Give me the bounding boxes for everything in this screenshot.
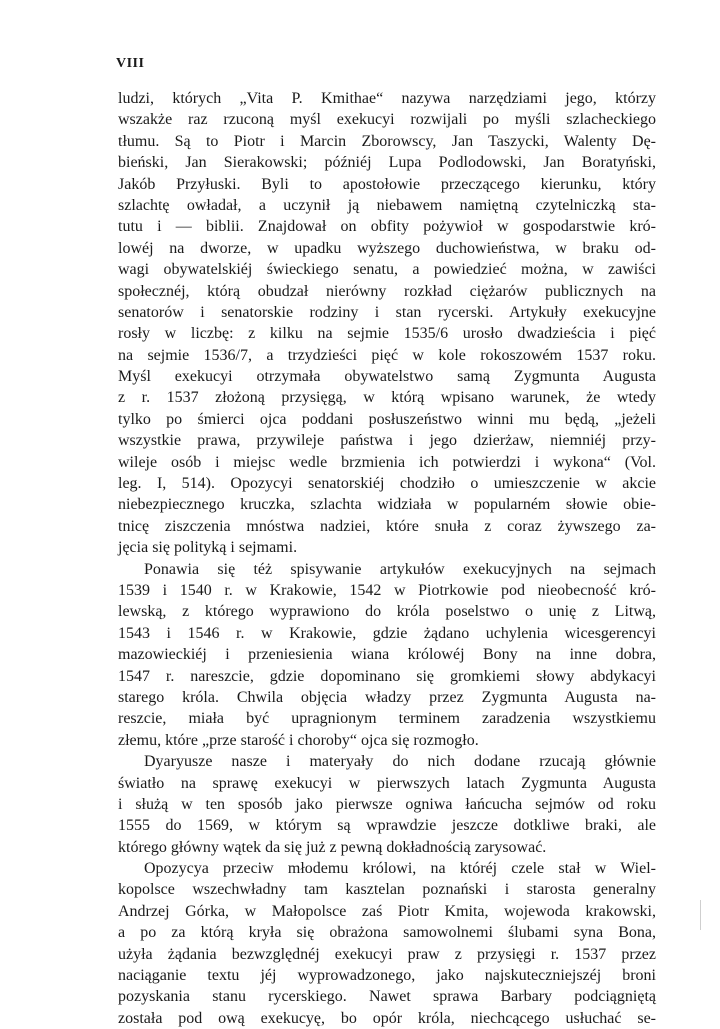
text-line: tutu i — biblii. Znajdował on obfity pożywioł w gospodarstwie kró- [118,218,656,236]
text-line: tylko po śmierci ojca poddani posłuszeństwo winni mu będą, „jeżeli [118,410,656,428]
paragraph-start-line: Ponawia się téż spisywanie artykułów exekucyjnych na sejmach [144,560,656,578]
text-line: mazowieckiéj i przeniesienia wiana królowéj Bony na inne dobra, [118,646,656,664]
text-line: reszcie, miała być upragnionym terminem zaradzenia wszystkiemu [118,710,656,728]
text-line: wszakże raz rzuconą myśl exekucyi rozwijali po myśli szlacheckiego [118,111,656,129]
paragraph-end-line: złemu, które „prze starość i choroby“ ojca się rozmogło. [118,731,479,749]
paragraph-start-line: Opozycya przeciw młodemu królowi, na któréj czele stał w Wiel- [144,860,656,878]
text-line: 1539 i 1540 r. w Krakowie, 1542 w Piotrkowie pod nieobecność kró- [118,581,656,599]
page-number: VIII [116,56,145,71]
text-line: 1555 do 1569, w którym są wprawdzie jeszcze dotkliwe braki, ale [118,817,656,835]
text-line: wileje osób i miejsc wedle brzmienia ich potwierdzi i wykona“ (Vol. [118,453,656,471]
text-line: kopolsce wszechwładny tam kasztelan poznański i starosta generalny [118,881,656,899]
text-line: ludzi, których „Vita P. Kmithae“ nazywa narzędziami jego, którzy [118,90,656,107]
text-line: wagi obywatelskiéj świeckiego senatu, a powiedzieć można, w zawiści [118,261,656,279]
text-line: pozyskania stanu rycerskiego. Nawet sprawa Barbary podciągniętą [118,988,656,1006]
text-line: lewską, z którego wyprawiono do króla poselstwo o unię z Litwą, [118,603,656,621]
body-text [118,88,656,1029]
text-line: Myśl exekucyi otrzymała obywatelstwo samą Zygmunta Augusta [118,368,656,386]
text-line: Andrzej Górka, w Małopolsce zaś Piotr Kmita, wojewoda krakowski, [118,902,656,920]
text-line: tnicę ziszczenia mnóstwa nadziei, które snuła z coraz żywszego za- [118,517,656,535]
text-line: lowéj na dworze, w upadku wyższego duchowieństwa, w braku od- [118,239,656,257]
paragraph-start-line: Dyaryusze nasze i materyały do nich dodane rzucają głównie [144,753,656,771]
text-line: społecznéj, którą obudzał nierówny rozkład ciężarów publicznych na [118,282,656,300]
text-line: na sejmie 1536/7, a trzydzieści pięć w kole rokoszowém 1537 roku. [118,346,656,364]
scan-edge-mark [700,900,701,930]
text-line: i służą w ten sposób jako pierwsze ogniwa łańcucha sejmów od roku [118,795,656,813]
text-line: naciąganie textu jéj wyprowadzonego, jako najskuteczniejszéj broni [118,967,656,985]
text-line: senatorów i senatorskie rodziny i stan rycerski. Artykuły exekucyjne [118,303,656,321]
text-line: tłumu. Są to Piotr i Marcin Zborowscy, Jan Taszycki, Walenty Dę- [118,132,656,150]
text-line: Jakób Przyłuski. Byli to apostołowie przeczącego kierunku, który [118,175,656,193]
paragraph-end-line: jęcia się polityką i sejmami. [118,539,298,557]
paragraph-end-line: którego główny wątek da się już z pewną dokładnością zarysować. [118,838,547,856]
text-line: została pod ową exekucyę, bo opór króla, niechcącego usłuchać se- [118,1009,656,1027]
text-line: rosły w liczbę: z kilku na sejmie 1535/6 urosło dwadzieścia i pięć [118,325,656,343]
text-line: światło na sprawę exekucyi w pierwszych latach Zygmunta Augusta [118,774,656,792]
text-line: niebezpiecznego kruczka, szlachta widziała w popularném słowie obie- [118,496,656,514]
text-line: starego króla. Chwila objęcia władzy przez Zygmunta Augusta na- [118,688,656,706]
text-line: leg. I, 514). Opozycyi senatorskiéj chodziło o umieszczenie w akcie [118,475,656,493]
text-line: a po za którą kryła się obrażona samowolnemi ślubami syna Bona, [118,924,656,942]
text-line: 1543 i 1546 r. w Krakowie, gdzie żądano uchylenia wicesgerencyi [118,624,656,642]
text-line: z r. 1537 złożoną przysięgą, w którą wpisano warunek, że wtedy [118,389,656,407]
text-line: wszystkie prawa, przywileje państwa i jego dzierżaw, niemniéj przy- [118,432,656,450]
text-line: szlachtę owładał, a uczynił ją niebawem namiętną czytelniczką sta- [118,196,656,214]
text-line: bieński, Jan Sierakowski; późniéj Lupa Podlodowski, Jan Boratyński, [118,154,656,172]
text-line: 1547 r. nareszcie, gdzie dopominano się gromkiemi słowy abdykacyi [118,667,656,685]
text-line: użyła żądania bezwzględnéj exekucyi praw z przysięgi r. 1537 przez [118,945,656,963]
